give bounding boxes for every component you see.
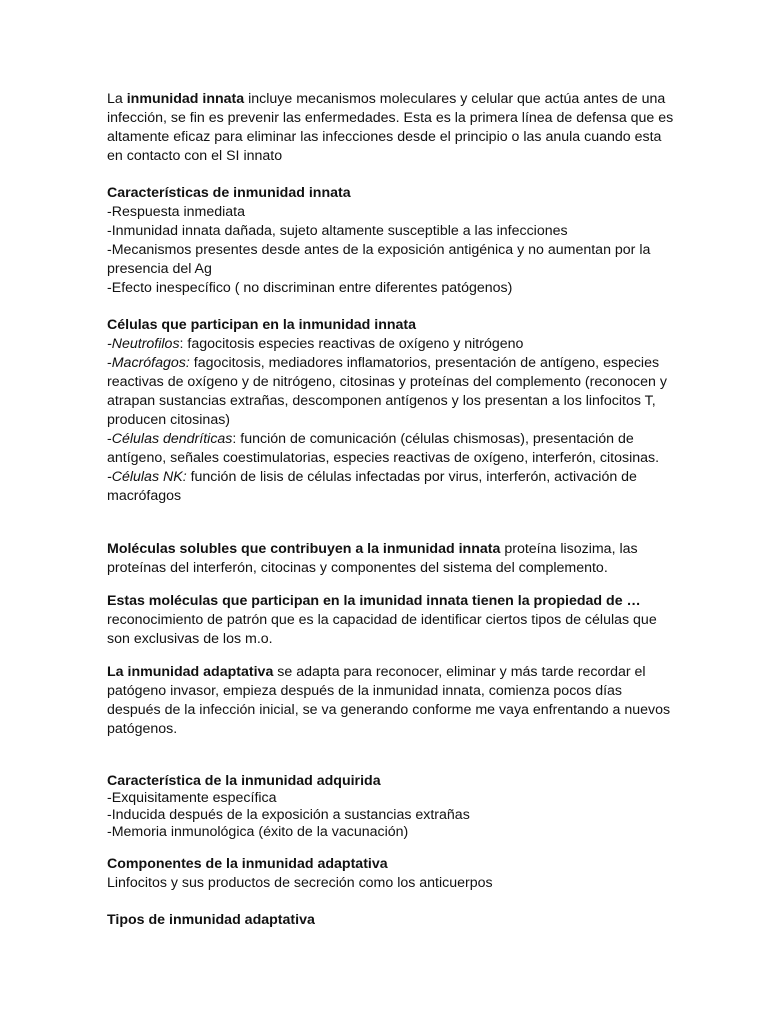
list-item-neutrofilos	[107, 335, 667, 354]
adaptive-components-section	[107, 855, 667, 893]
soluble-molecules-paragraph	[107, 540, 667, 578]
list-item-dendriticas	[107, 430, 667, 449]
section-heading: Características de inmunidad innata	[107, 185, 351, 201]
acquired-characteristics-section	[107, 773, 667, 841]
innate-cells-section	[107, 316, 667, 506]
dash: -	[107, 431, 112, 447]
section-heading: Característica de la inmunidad adquirida	[107, 773, 381, 789]
intro-text: incluye mecanismos moleculares y celular que actúa antes de una	[244, 91, 666, 107]
paragraph-line	[107, 540, 667, 559]
paragraph-text: se adapta para reconocer, eliminar y más tarde recordar el	[273, 664, 646, 680]
paragraph-line: patógeno invasor, empieza después de la inmunidad innata, comienza pocos días	[107, 683, 623, 699]
cell-description-line: atrapan sustancias extrañas, descomponen antígenos y los presentan a los linfocitos T,	[107, 393, 656, 409]
paragraph-line: Linfocitos y sus productos de secreción como los anticuerpos	[107, 875, 493, 891]
section-heading: Componentes de la inmunidad adaptativa	[107, 856, 388, 872]
cell-description: : función de comunicación (células chismosas), presentación de	[232, 431, 634, 447]
paragraph-line	[107, 663, 667, 682]
list-item: -Memoria inmunológica (éxito de la vacunación)	[107, 824, 409, 840]
list-item: presencia del Ag	[107, 261, 212, 277]
term-inmunidad-innata: inmunidad innata	[126, 91, 245, 107]
document-page	[107, 90, 674, 930]
innate-characteristics-section	[107, 184, 667, 298]
bold-term: Moléculas solubles que contribuyen a la inmunidad innata	[107, 541, 501, 557]
cell-description-line: antígeno, señales coestimulatorias, especies reactivas de oxígeno, interferón, citosinas.	[107, 450, 660, 466]
intro-paragraph	[107, 90, 674, 166]
paragraph-line: reconocimiento de patrón que es la capacidad de identificar ciertos tipos de células que	[107, 612, 657, 628]
cell-description-line: reactivas de oxígeno y de nitrógeno, citosinas y proteínas del complemento (reconocen y	[107, 374, 667, 390]
paragraph-line: son exclusivas de los m.o.	[107, 631, 273, 647]
cell-description: : fagocitosis especies reactivas de oxígeno y nitrógeno	[179, 336, 524, 352]
pattern-recognition-paragraph	[107, 592, 667, 649]
list-item: -Mecanismos presentes desde antes de la exposición antigénica y no aumentan por la	[107, 242, 651, 258]
paragraph-line: patógenos.	[107, 721, 178, 737]
cell-description: fagocitosis, mediadores inflamatorios, presentación de antígeno, especies	[189, 355, 660, 371]
cell-name: -Células NK:	[107, 469, 187, 485]
intro-line-1	[107, 90, 667, 109]
cell-description-line: producen citosinas)	[107, 412, 231, 428]
paragraph-text: proteína lisozima, las	[500, 541, 638, 557]
paragraph-line: proteínas del interferón, citocinas y componentes del sistema del complemento.	[107, 560, 608, 576]
paragraph-line: después de la infección inicial, se va generando conforme me vaya enfrentando a nuevos	[107, 702, 671, 718]
intro-line-2: infección, se fin es prevenir las enfermedades. Esta es la primera línea de defensa que es	[107, 110, 674, 126]
list-item-nk	[107, 468, 667, 487]
cell-name: Macrófagos:	[111, 355, 190, 371]
section-heading: Células que participan en la inmunidad innata	[107, 317, 417, 333]
list-item: -Efecto inespecífico ( no discriminan entre diferentes patógenos)	[107, 280, 513, 296]
cell-name: -Neutrofilos	[107, 336, 180, 352]
intro-line-4: en contacto con el SI innato	[107, 148, 283, 164]
adaptive-immunity-paragraph	[107, 663, 671, 739]
intro-line-3: altamente eficaz para eliminar las infecciones desde el principio o las anula cuando esta	[107, 129, 662, 145]
cell-description-line: macrófagos	[107, 488, 182, 504]
intro-prefix: La	[107, 91, 127, 107]
bold-term: La inmunidad adaptativa	[107, 664, 274, 680]
list-item: -Respuesta inmediata	[107, 204, 246, 220]
bold-term: Estas moléculas que participan en la imunidad innata tienen la propiedad de …	[107, 593, 641, 609]
list-item: -Inmunidad innata dañada, sujeto altamente susceptible a las infecciones	[107, 223, 568, 239]
cell-description: función de lisis de células infectadas por virus, interferón, activación de	[186, 469, 637, 485]
list-item: -Inducida después de la exposición a sustancias extrañas	[107, 807, 470, 823]
list-item-macrofagos	[107, 354, 667, 373]
dash: -	[107, 355, 112, 371]
cell-name: Células dendríticas	[111, 431, 233, 447]
section-heading: Tipos de inmunidad adaptativa	[107, 912, 315, 928]
list-item: -Exquisitamente específica	[107, 790, 277, 806]
adaptive-types-section	[107, 911, 667, 930]
